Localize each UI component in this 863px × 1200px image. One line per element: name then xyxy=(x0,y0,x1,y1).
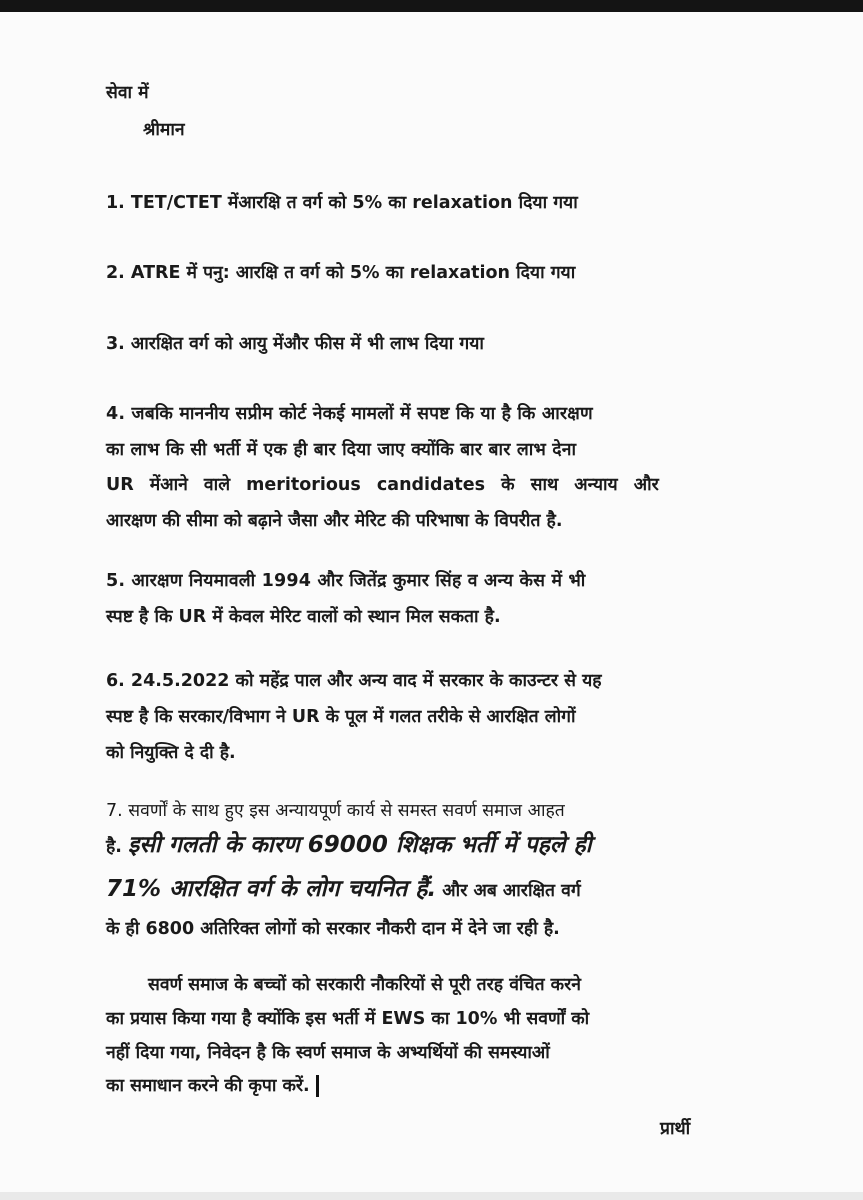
point-7-line-2 xyxy=(106,828,592,864)
point-7-line-4: के ही 6800 अतिरिक्त लोगों को सरकार नौकरी दान में देने जा रही है. xyxy=(106,919,560,939)
point-7-emphasis-2: 71% आरक्षित वर्ग के लोग चयनित हैं. xyxy=(106,876,437,902)
point-7-emphasis-1: इसी गलती के कारण 69000 शिक्षक भर्ती में पहले ही xyxy=(128,832,592,858)
bottom-bar xyxy=(0,1192,863,1200)
signature: प्रार्थी xyxy=(660,1119,691,1139)
point-7-line-1: 7. सवर्णों के साथ हुए इस अन्यायपूर्ण कार्य से समस्त सवर्ण समाज आहत xyxy=(106,801,565,821)
point-6-line-3: को नियुक्ति दे दी है. xyxy=(106,743,236,763)
addressee: श्रीमान xyxy=(143,120,185,140)
point-5-line-2: स्पष्ट है कि UR में केवल मेरिट वालों को स्थान मिल सकता है. xyxy=(106,607,501,627)
point-7-line-2-prefix: है. xyxy=(106,837,129,857)
closing-line-1: सवर्ण समाज के बच्चों को सरकारी नौकरियों से पूरी तरह वंचित करने xyxy=(148,975,581,995)
closing-line-4 xyxy=(106,1073,319,1099)
text-cursor xyxy=(316,1075,319,1097)
closing-line-2: का प्रयास किया गया है क्योंकि इस भर्ती में EWS का 10% भी सवर्णों को xyxy=(106,1009,590,1029)
point-4-line-3: UR मेंआने वाले meritorious candidates के साथ अन्याय और xyxy=(106,475,659,495)
point-1: 1. TET/CTET मेंआरक्षि त वर्ग को 5% का relaxation दिया गया xyxy=(106,193,578,213)
point-4-line-4: आरक्षण की सीमा को बढ़ाने जैसा और मेरिट की परिभाषा के विपरीत है. xyxy=(106,511,563,531)
point-3: 3. आरक्षित वर्ग को आयु मेंऔर फीस में भी लाभ दिया गया xyxy=(106,334,484,354)
point-2: 2. ATRE में पनु: आरक्षि त वर्ग को 5% का relaxation दिया गया xyxy=(106,263,576,283)
closing-line-4-text: का समाधान करने की कृपा करें. xyxy=(106,1076,310,1096)
point-4-line-2: का लाभ कि सी भर्ती में एक ही बार दिया जाए क्योंकि बार बार लाभ देना xyxy=(106,440,577,460)
point-5-line-1: 5. आरक्षण नियमावली 1994 और जितेंद्र कुमार सिंह व अन्य केस में भी xyxy=(106,571,586,591)
point-7-line-3-rest: और अब आरक्षित वर्ग xyxy=(436,881,581,901)
top-status-bar xyxy=(0,0,863,12)
salutation: सेवा में xyxy=(106,83,149,103)
closing-line-3: नहीं दिया गया, निवेदन है कि स्वर्ण समाज के अभ्यर्थियों की समस्याओं xyxy=(106,1043,550,1063)
point-4-line-1: 4. जबकि माननीय सप्रीम कोर्ट नेकई मामलों में सपष्ट कि या है कि आरक्षण xyxy=(106,404,593,424)
point-6-line-1: 6. 24.5.2022 को महेंद्र पाल और अन्य वाद में सरकार के काउन्टर से यह xyxy=(106,671,602,691)
point-7-line-3 xyxy=(106,872,581,908)
letter-page xyxy=(0,12,863,1192)
point-6-line-2: स्पष्ट है कि सरकार/विभाग ने UR के पूल में गलत तरीके से आरक्षित लोगों xyxy=(106,707,576,727)
